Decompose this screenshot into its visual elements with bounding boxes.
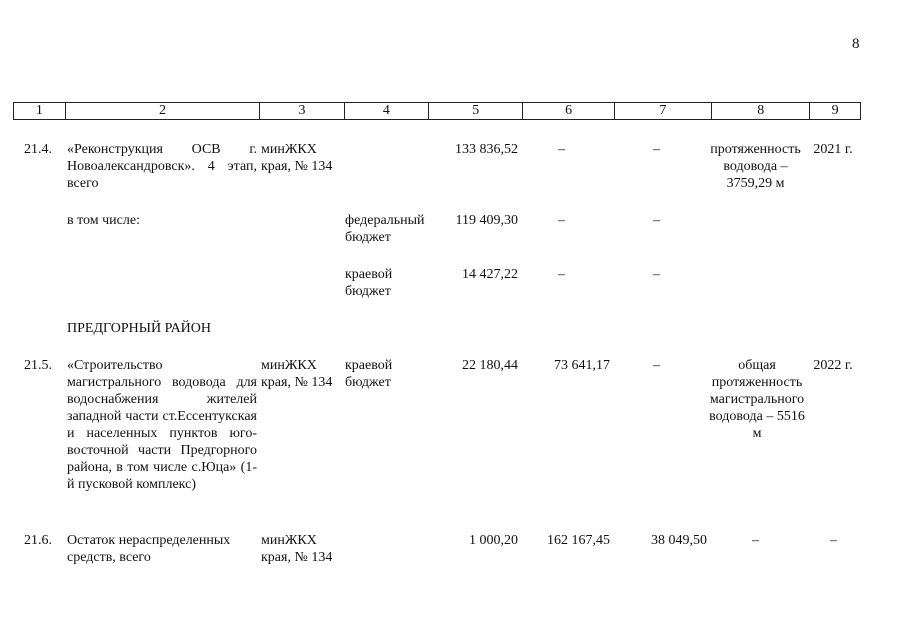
header-col-6: 6 bbox=[523, 103, 614, 119]
agency-line-2: края, № 134 bbox=[261, 159, 333, 174]
project-name: «Реконструкция ОСВ г. Новоалександровск». 4 этап, всего bbox=[67, 142, 257, 191]
value-col6: – bbox=[558, 142, 565, 157]
value-col6: 73 641,17 bbox=[554, 358, 610, 373]
value-col6: – bbox=[558, 267, 565, 282]
header-col-5: 5 bbox=[429, 103, 523, 119]
year: 2022 г. bbox=[813, 358, 853, 373]
agency-line-1: минЖКХ bbox=[261, 358, 317, 373]
table-header-row bbox=[13, 102, 861, 120]
amount-col5: 14 427,22 bbox=[462, 267, 518, 282]
budget-source: краевой бюджет bbox=[345, 267, 393, 299]
amount-col5: 22 180,44 bbox=[462, 358, 518, 373]
value-col7: – bbox=[653, 213, 660, 228]
value-col6: – bbox=[558, 213, 565, 228]
value-col9: – bbox=[830, 533, 837, 548]
value-col7: – bbox=[653, 267, 660, 282]
header-col-7: 7 bbox=[615, 103, 712, 119]
value-col8: – bbox=[752, 533, 759, 548]
value-col7: – bbox=[653, 358, 660, 373]
year: 2021 г. bbox=[813, 142, 853, 157]
row-number: 21.6. bbox=[24, 533, 52, 548]
amount-col5: 1 000,20 bbox=[469, 533, 518, 548]
project-name: Остаток нераспределенных средств, всего bbox=[67, 533, 231, 565]
subtotal-label: в том числе: bbox=[67, 213, 140, 228]
agency-line-1: минЖКХ bbox=[261, 533, 317, 548]
budget-source: федеральный бюджет bbox=[345, 213, 425, 245]
project-name: «Строительство магистрального водовода для водоснабжения жителей западной части ст.Ессентукская и населенных пунктов юго-восточной части Предгорного района, в том числе с.Юца» (1-й пусковой комплекс) bbox=[67, 358, 257, 492]
result-indicator: общая протяженность магистрального водовода – 5516 м bbox=[709, 358, 805, 441]
amount-col5: 133 836,52 bbox=[455, 142, 518, 157]
value-col6: 162 167,45 bbox=[547, 533, 610, 548]
budget-source: краевой бюджет bbox=[345, 358, 393, 390]
header-col-9: 9 bbox=[831, 103, 839, 118]
agency-line-2: края, № 134 bbox=[261, 375, 333, 390]
amount-col5: 119 409,30 bbox=[455, 213, 518, 228]
header-col-1: 1 bbox=[14, 103, 66, 119]
header-col-3: 3 bbox=[260, 103, 344, 119]
header-col-4: 4 bbox=[345, 103, 429, 119]
section-title: ПРЕДГОРНЫЙ РАЙОН bbox=[67, 321, 212, 336]
result-indicator: протяженность водовода – 3759,29 м bbox=[710, 142, 801, 191]
agency-line-2: края, № 134 bbox=[261, 550, 333, 565]
page-number: 8 bbox=[852, 36, 860, 52]
row-number: 21.4. bbox=[24, 142, 52, 157]
row-number: 21.5. bbox=[24, 358, 52, 373]
agency-line-1: минЖКХ bbox=[261, 142, 317, 157]
value-col7: – bbox=[653, 142, 660, 157]
value-col7: 38 049,50 bbox=[651, 533, 707, 548]
header-col-2: 2 bbox=[66, 103, 261, 119]
header-col-8: 8 bbox=[712, 103, 810, 119]
